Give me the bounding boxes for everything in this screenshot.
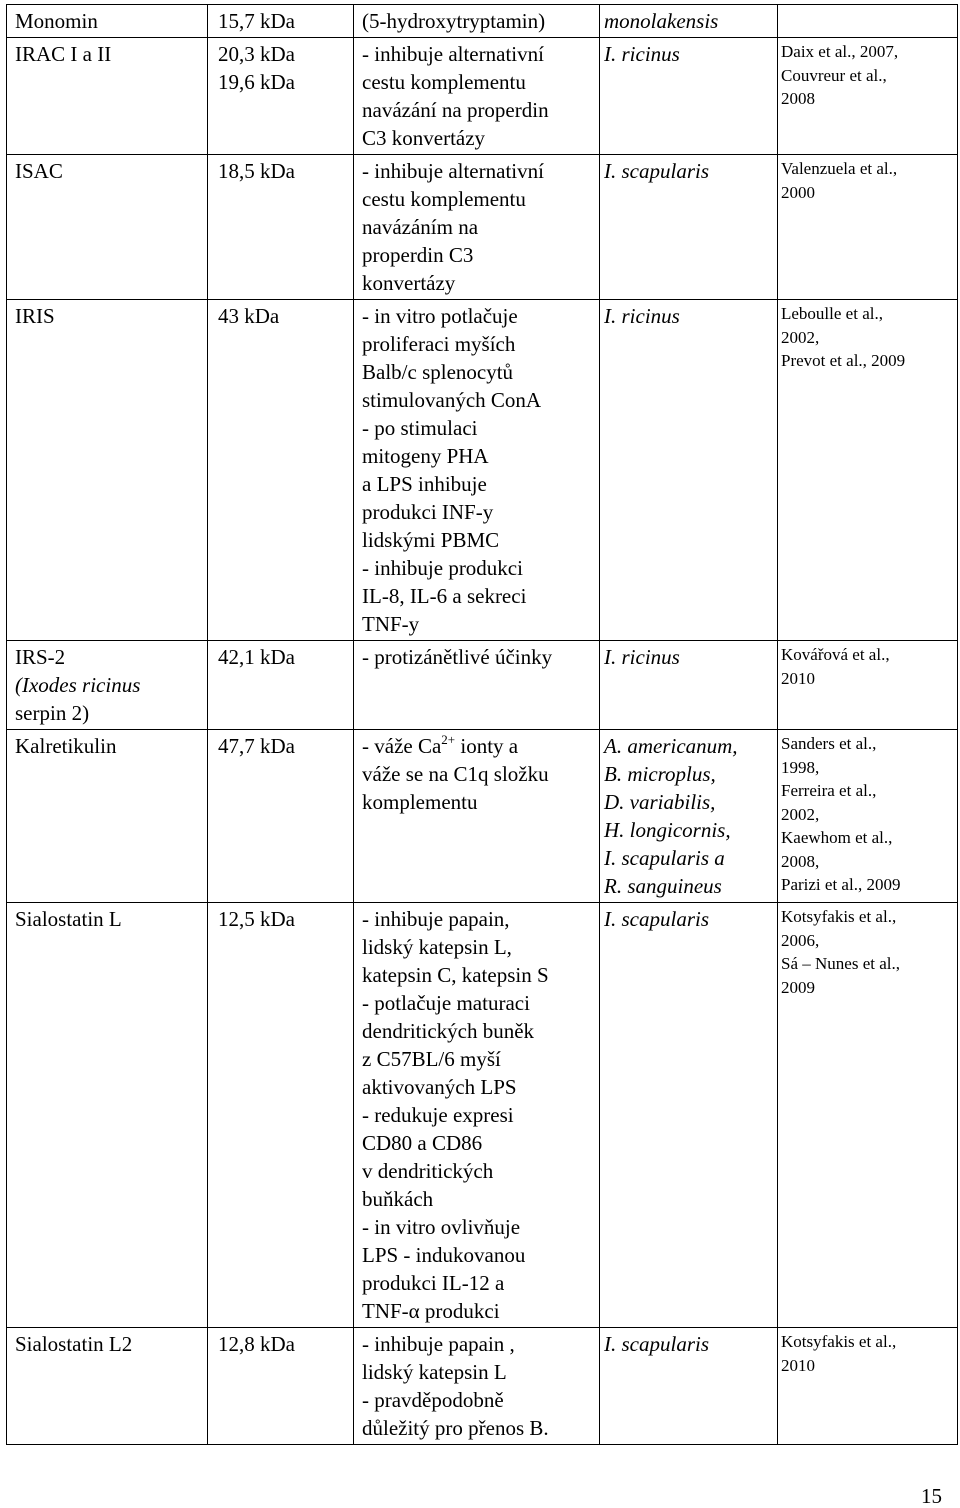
species-cell: A. americanum, B. microplus, D. variabilis, H. longicornis, I. scapularis a R. sanguineus bbox=[600, 730, 778, 903]
page-number: 15 bbox=[921, 1484, 942, 1508]
molecular-mass-cell: 47,7 kDa bbox=[208, 730, 354, 903]
effect-cell: - in vitro potlačuje proliferaci myších Balb/c splenocytů stimulovaných ConA - po stimulaci mitogeny PHA a LPS inhibuje produkci INF-y lidskými PBMC - inhibuje produkci IL-8, IL-6 a sekreci TNF-y bbox=[354, 300, 600, 641]
effect-cell: (5-hydroxytryptamin) bbox=[354, 5, 600, 38]
species-cell: I. ricinus bbox=[600, 641, 778, 730]
effect-cell: - inhibuje alternativní cestu komplementu navázáním na properdin C3 konvertázy bbox=[354, 155, 600, 300]
reference-cell: Sanders et al., 1998, Ferreira et al., 2002, Kaewhom et al., 2008, Parizi et al., 2009 bbox=[778, 730, 958, 903]
table-row bbox=[7, 155, 958, 300]
effect-cell: - váže $Ca^{2+}$ ionty a váže se na C1q složku komplementu bbox=[354, 730, 600, 903]
species-cell: I. scapularis bbox=[600, 155, 778, 300]
effect-cell: - inhibuje papain, lidský katepsin L, katepsin C, katepsin S - potlačuje maturaci dendritických buněk z C57BL/6 myší aktivovaných LPS - redukuje expresi CD80 a CD86 v dendritických buňkách - in vitro ovlivňuje LPS - indukovanou produkci IL-12 a TNF-α produkci bbox=[354, 903, 600, 1328]
table-row bbox=[7, 38, 958, 155]
protein-name-cell: Monomin bbox=[7, 5, 208, 38]
effect-cell: - inhibuje papain , lidský katepsin L - pravděpodobně důležitý pro přenos B. bbox=[354, 1328, 600, 1445]
protein-name-cell: Sialostatin L2 bbox=[7, 1328, 208, 1445]
protein-name-cell: Sialostatin L bbox=[7, 903, 208, 1328]
protein-table bbox=[6, 4, 958, 1445]
species-cell: I. ricinus bbox=[600, 300, 778, 641]
species-cell: I. scapularis bbox=[600, 1328, 778, 1445]
reference-cell: Kovářová et al., 2010 bbox=[778, 641, 958, 730]
table-row bbox=[7, 300, 958, 641]
table-row bbox=[7, 903, 958, 1328]
table-row bbox=[7, 1328, 958, 1445]
table-row bbox=[7, 730, 958, 903]
molecular-mass-cell: 42,1 kDa bbox=[208, 641, 354, 730]
molecular-mass-cell: 12,8 kDa bbox=[208, 1328, 354, 1445]
reference-cell bbox=[778, 5, 958, 38]
table-row bbox=[7, 5, 958, 38]
species-cell: I. ricinus bbox=[600, 38, 778, 155]
species-cell: monolakensis bbox=[600, 5, 778, 38]
protein-name-cell: ISAC bbox=[7, 155, 208, 300]
molecular-mass-cell: 43 kDa bbox=[208, 300, 354, 641]
protein-name-cell: IRS-2 (Ixodes ricinus serpin 2) bbox=[7, 641, 208, 730]
species-cell: I. scapularis bbox=[600, 903, 778, 1328]
reference-cell: Daix et al., 2007, Couvreur et al., 2008 bbox=[778, 38, 958, 155]
molecular-mass-cell: 18,5 kDa bbox=[208, 155, 354, 300]
molecular-mass-cell: 20,3 kDa 19,6 kDa bbox=[208, 38, 354, 155]
reference-cell: Kotsyfakis et al., 2006, Sá – Nunes et al., 2009 bbox=[778, 903, 958, 1328]
reference-cell: Kotsyfakis et al., 2010 bbox=[778, 1328, 958, 1445]
protein-name-cell: Kalretikulin bbox=[7, 730, 208, 903]
effect-cell: - protizánětlivé účinky bbox=[354, 641, 600, 730]
reference-cell: Valenzuela et al., 2000 bbox=[778, 155, 958, 300]
protein-name-cell: IRAC I a II bbox=[7, 38, 208, 155]
effect-cell: - inhibuje alternativní cestu komplementu navázání na properdin C3 konvertázy bbox=[354, 38, 600, 155]
molecular-mass-cell: 15,7 kDa bbox=[208, 5, 354, 38]
protein-name-cell: IRIS bbox=[7, 300, 208, 641]
table-row bbox=[7, 641, 958, 730]
reference-cell: Leboulle et al., 2002, Prevot et al., 2009 bbox=[778, 300, 958, 641]
molecular-mass-cell: 12,5 kDa bbox=[208, 903, 354, 1328]
